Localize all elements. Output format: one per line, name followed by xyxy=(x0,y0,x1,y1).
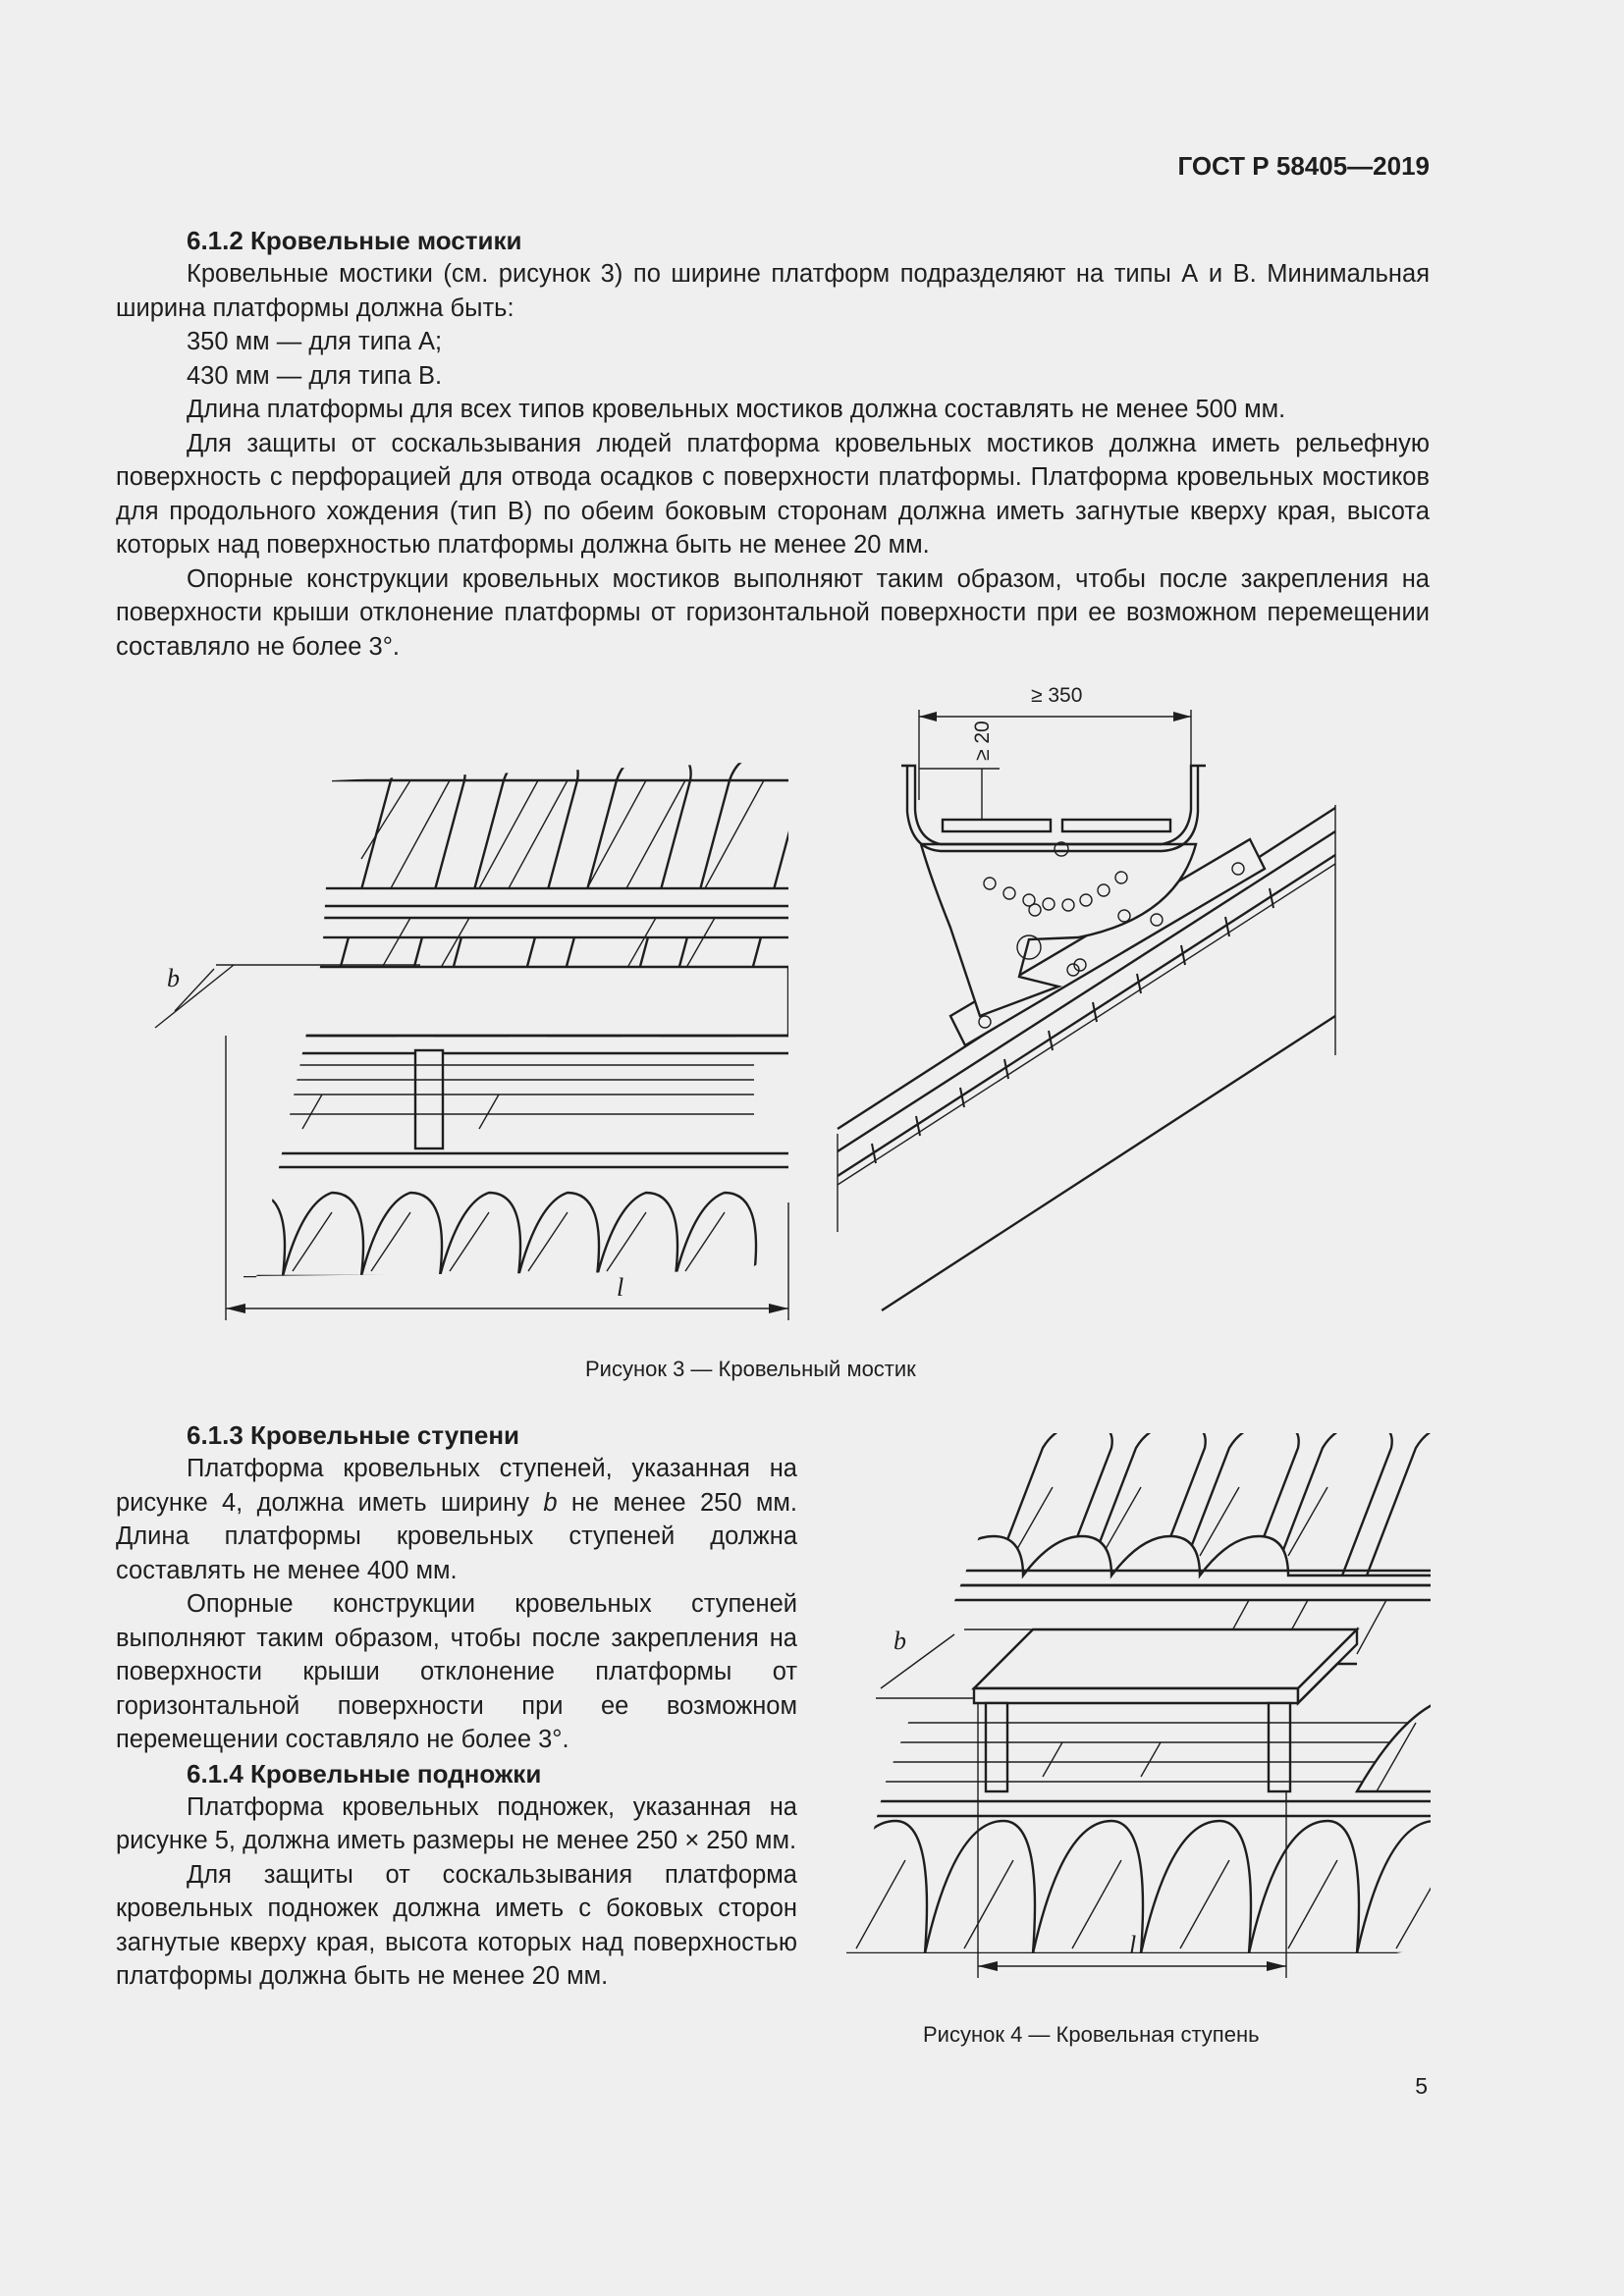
figure3-roof-bridge-drawing xyxy=(167,741,803,1330)
paragraph xyxy=(116,1452,797,1587)
figure3-cross-section-drawing xyxy=(833,682,1343,1320)
label-b: b xyxy=(893,1627,906,1655)
section-title: 6.1.4 Кровельные подножки xyxy=(187,1758,542,1789)
text-run: не менее 250 мм. Длина платформы кровельных ступеней должна составлять не менее 400 мм. xyxy=(116,1488,797,1584)
dim-width-label: ≥ 350 xyxy=(1031,684,1083,707)
figure3-caption: Рисунок 3 — Кровельный мостик xyxy=(585,1357,916,1381)
dim-height-label: ≥ 20 xyxy=(971,721,994,761)
paragraph: Опорные конструкции кровельных ступеней выполняют таким образом, чтобы после закрепления на поверхности крыши отклонение платформы от горизонтальной поверхности при ее возможном перемещении составляло не более 3°. xyxy=(116,1590,797,1753)
document-header: ГОСТ Р 58405—2019 xyxy=(1177,151,1430,181)
figure4-roof-step-drawing xyxy=(846,1428,1435,2017)
paragraph: Кровельные мостики (см. рисунок 3) по ширине платформ подразделяют на типы А и В. Минимальная ширина платформы должна быть: xyxy=(116,260,1430,322)
paragraph: Опорные конструкции кровельных мостиков выполняют таким образом, чтобы после закрепления на поверхности крыши отклонение платформы от горизонтальной поверхности при ее возможном перемещении составляло не более 3°. xyxy=(116,564,1430,661)
list-item: 350 мм — для типа А; xyxy=(187,328,443,355)
text-run: Платформа кровельных ступеней, указанная на рисунке 4, должна иметь ширину xyxy=(116,1455,797,1517)
label-l: l xyxy=(617,1273,624,1302)
list-item: 430 мм — для типа В. xyxy=(187,361,443,390)
paragraph: Платформа кровельных подножек, указанная на рисунке 5, должна иметь размеры не менее 250 × 250 мм. xyxy=(116,1792,797,1854)
section-6-1-2 xyxy=(116,224,1430,664)
symbol-b: b xyxy=(543,1488,558,1517)
figure4-caption: Рисунок 4 — Кровельная ступень xyxy=(923,2022,1260,2047)
page-number: 5 xyxy=(1415,2073,1428,2099)
paragraph: Для защиты от соскальзывания платформа кровельных подножек должна иметь с боковых сторон загнутые кверху края, высота которых над поверхностью платформы должна быть не менее 20 мм. xyxy=(116,1860,797,1990)
label-b: b xyxy=(167,964,180,992)
paragraph: Длина платформы для всех типов кровельных мостиков должна составлять не менее 500 мм. xyxy=(187,396,1286,423)
section-title: 6.1.3 Кровельные ступени xyxy=(187,1420,520,1450)
paragraph: Для защиты от соскальзывания людей платформа кровельных мостиков должна иметь рельефную поверхность с перфорацией для отвода осадков с поверхности платформы. Платформа кровельных мостиков для продольного хождения (тип В) по обеим боковым сторонам должна иметь загнутые кверху края, высота которых над поверхностью платформы должна быть не менее 20 мм. xyxy=(116,429,1430,559)
label-l: l xyxy=(1129,1931,1137,1959)
section-title: 6.1.2 Кровельные мостики xyxy=(187,226,522,255)
sections-6-1-3-and-6-1-4 xyxy=(116,1418,797,1994)
